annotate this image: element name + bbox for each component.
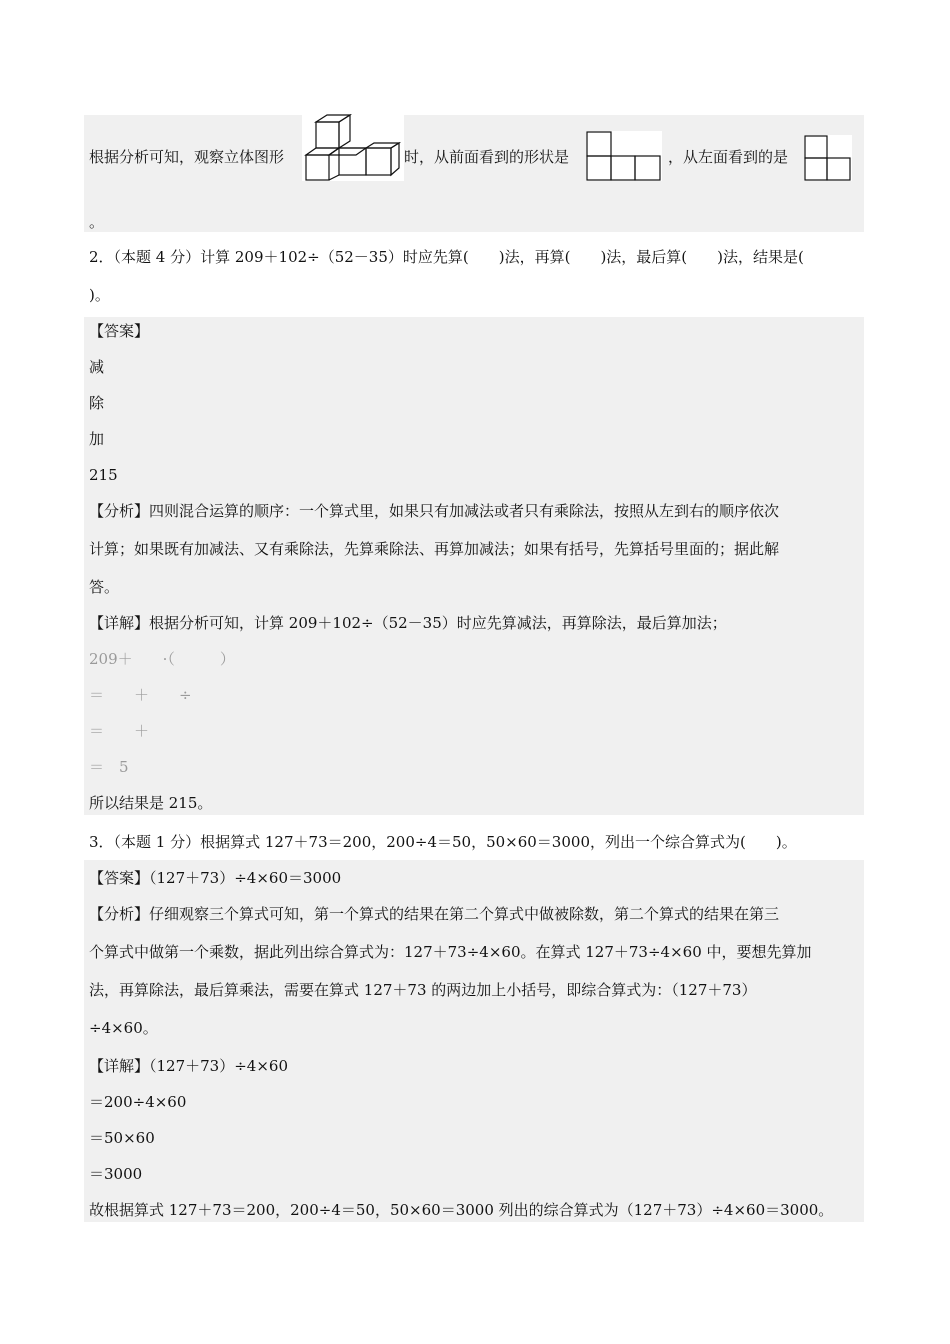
q2-analysis-line-2: 计算；如果既有加减法、又有乘除法，先算乘除法、再算加减法；如果有括号，先算括号里面的；据此解 <box>89 540 780 558</box>
q2-calc-line-4: ＝ 5 <box>89 758 129 776</box>
q2-conclusion: 所以结果是 215。 <box>89 794 213 812</box>
q2-calc-line-3: ＝ ＋ <box>89 722 150 740</box>
q2-answer-4: 215 <box>89 466 118 484</box>
q3-analysis-line-4: ÷4×60。 <box>89 1019 158 1037</box>
q3-detail-line-3: ＝50×60 <box>89 1129 155 1147</box>
q2-answer-2: 除 <box>89 394 105 412</box>
solid-figure-image <box>302 113 404 181</box>
intro-text-2: 时，从前面看到的形状是 <box>404 148 570 166</box>
intro-shade <box>84 115 864 232</box>
q2-calc-line-2: ＝ ＋ ÷ <box>89 686 192 704</box>
q2-answer-tag: 【答案】 <box>89 322 150 340</box>
q2-stem-line-1: 2．（本题 4 分）计算 209＋102÷（52－35）时应先算( )法，再算( )法，最后算( )法，结果是( <box>89 248 804 266</box>
q3-detail-line-2: ＝200÷4×60 <box>89 1093 187 1111</box>
q2-detail: 【详解】根据分析可知，计算 209＋102÷（52－35）时应先算减法，再算除法，最后算加法； <box>89 614 727 632</box>
q3-detail-line-4: ＝3000 <box>89 1165 143 1183</box>
intro-text-1: 根据分析可知，观察立体图形 <box>89 148 285 166</box>
intro-text-3: ，从左面看到的是 <box>668 148 789 166</box>
q3-conclusion: 故根据算式 127＋73＝200，200÷4＝50，50×60＝3000 列出的综合算式为（127＋73）÷4×60＝3000。 <box>89 1201 834 1219</box>
q2-answer-1: 减 <box>89 358 105 376</box>
q2-solution-shade <box>84 317 864 815</box>
left-view-image <box>804 135 852 181</box>
q2-calc-line-1: 209＋ ·（ ） <box>89 650 235 668</box>
front-view-image <box>586 131 662 181</box>
intro-end-mark: 。 <box>89 213 105 231</box>
q2-stem-line-2: )。 <box>89 286 110 304</box>
q3-answer: 【答案】（127＋73）÷4×60＝3000 <box>89 869 342 887</box>
q3-analysis-line-2: 个算式中做第一个乘数，据此列出综合算式为：127＋73÷4×60。在算式 127＋73÷4×60 中，要想先算加 <box>89 943 812 961</box>
q2-analysis-line-3: 答。 <box>89 578 120 596</box>
q3-detail-line-1: 【详解】（127＋73）÷4×60 <box>89 1057 288 1075</box>
q2-analysis-line-1: 【分析】四则混合运算的顺序：一个算式里，如果只有加减法或者只有乘除法，按照从左到右的顺序依次 <box>89 502 780 520</box>
q3-analysis-line-1: 【分析】仔细观察三个算式可知，第一个算式的结果在第二个算式中做被除数，第二个算式的结果在第三 <box>89 905 780 923</box>
q3-analysis-line-3: 法，再算除法，最后算乘法，需要在算式 127＋73 的两边加上小括号，即综合算式为：（127＋73） <box>89 981 757 999</box>
q2-answer-3: 加 <box>89 430 105 448</box>
q3-stem: 3．（本题 1 分）根据算式 127＋73＝200，200÷4＝50，50×60＝3000，列出一个综合算式为( )。 <box>89 833 797 851</box>
